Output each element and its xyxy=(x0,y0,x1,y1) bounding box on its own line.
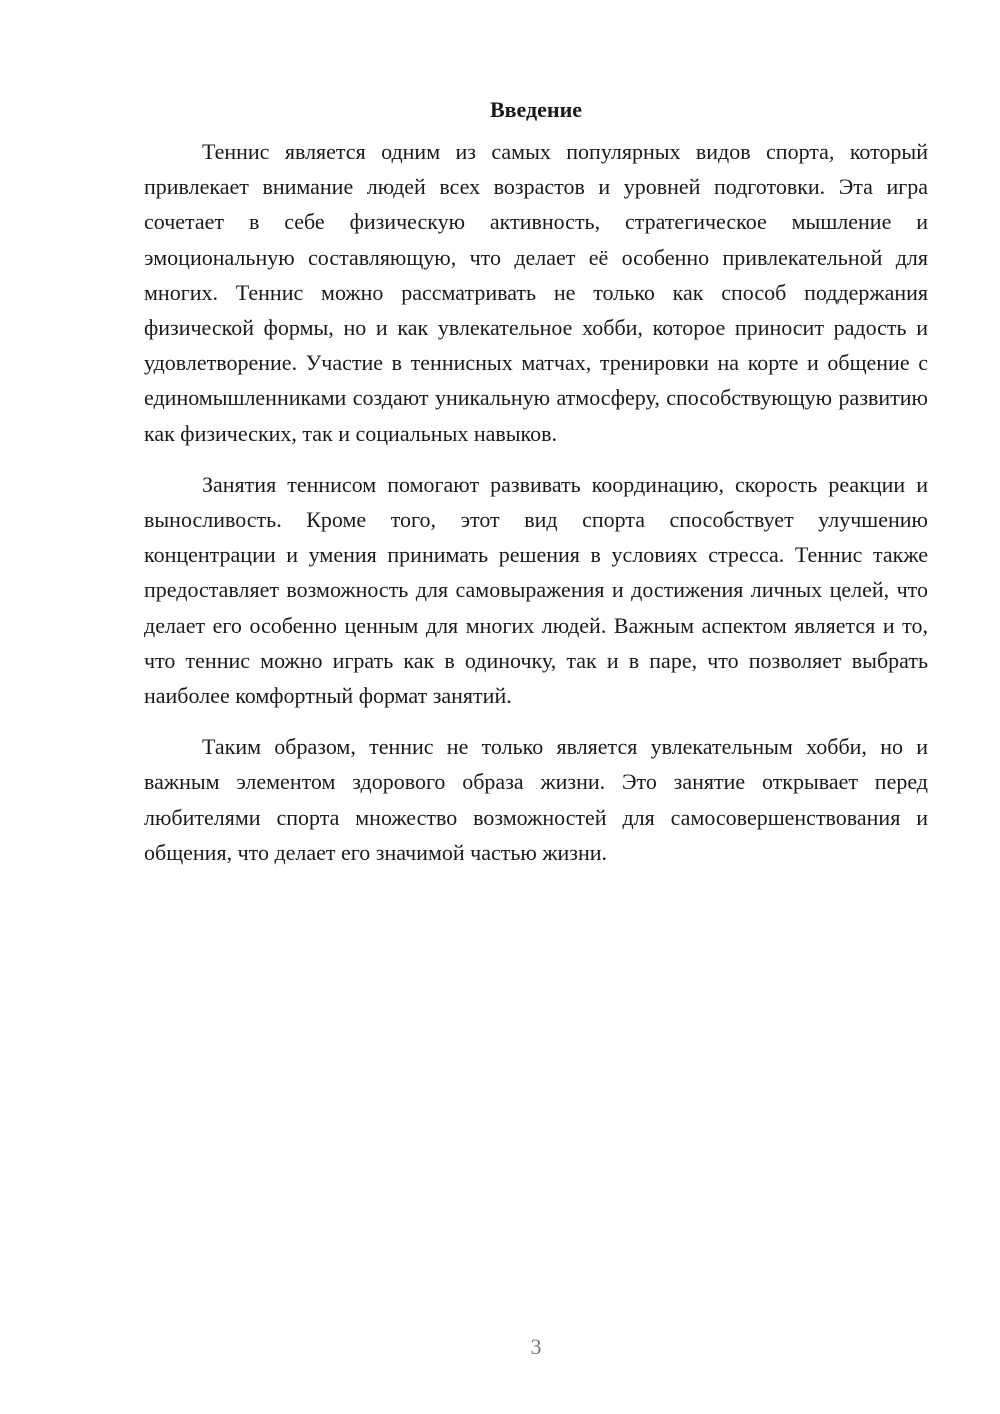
page-title: Введение xyxy=(489,97,583,122)
paragraph-3: Таким образом, теннис не только является увлекательным хобби, но и важным элементом здорового образа жизни. Это занятие открывает перед любителями спорта множество возможностей для самосовершенствования и общения, что делает его значимой частью жизни. xyxy=(144,734,928,865)
page-number: 3 xyxy=(530,1334,542,1359)
document-page xyxy=(144,92,928,886)
paragraph-1: Теннис является одним из самых популярных видов спорта, который привлекает внимание людей всех возрастов и уровней подготовки. Эта игра сочетает в себе физическую активность, стратегическое мышление и эмоциональную составляющую, что делает её особенно привлекательной для многих. Теннис можно рассматривать не только как способ поддержания физической формы, но и как увлекательное хобби, которое приносит радость и удовлетворение. Участие в теннисных матчах, тренировки на корте и общение с единомышленниками создают уникальную атмосферу, способствующую развитию как физических, так и социальных навыков. xyxy=(144,139,928,446)
paragraph-2: Занятия теннисом помогают развивать координацию, скорость реакции и выносливость. Кроме того, этот вид спорта способствует улучшению концентрации и умения принимать решения в условиях стресса. Теннис также предоставляет возможность для самовыражения и достижения личных целей, что делает его особенно ценным для многих людей. Важным аспектом является и то, что теннис можно играть как в одиночку, так и в паре, что позволяет выбрать наиболее комфортный формат занятий. xyxy=(144,471,928,709)
